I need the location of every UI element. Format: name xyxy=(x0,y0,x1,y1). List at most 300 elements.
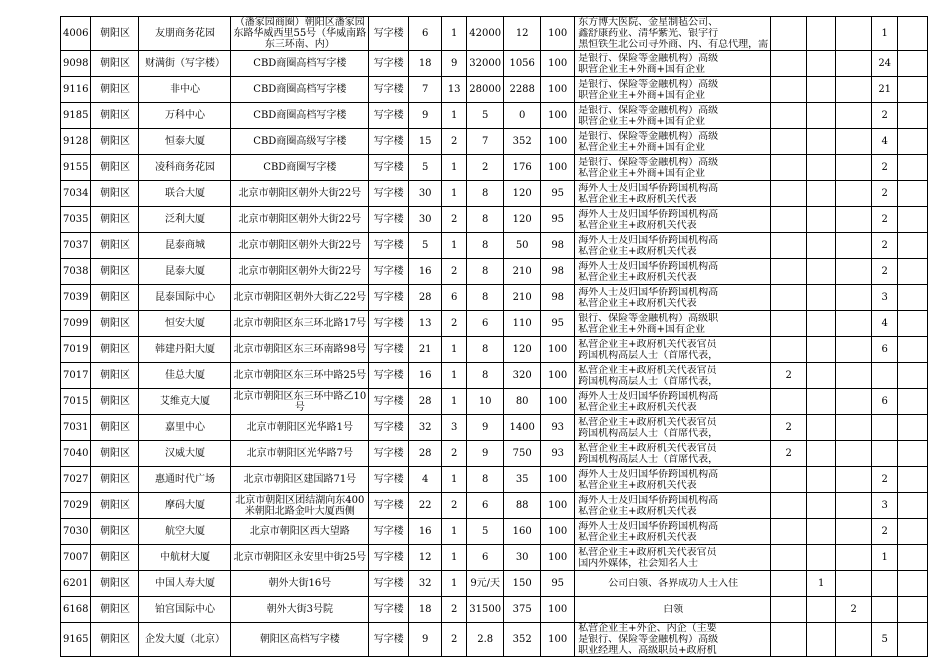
cell-col-z xyxy=(836,51,872,77)
cell-name: 财满街（写字楼） xyxy=(139,51,231,77)
cell-target-line: 私营企业主+政府机关代表 xyxy=(578,245,697,257)
cell-floors: 7 xyxy=(409,77,442,103)
cell-floors: 28 xyxy=(409,285,442,311)
cell-price: 9元/天 xyxy=(467,571,504,597)
cell-target-line: 私营企业主+政府机关代表官员 xyxy=(578,416,717,428)
cell-type: 写字楼 xyxy=(369,597,409,623)
cell-id: 9155 xyxy=(61,155,91,181)
cell-units: 1 xyxy=(442,363,467,389)
cell-blank xyxy=(898,207,928,233)
cell-target xyxy=(575,233,771,259)
cell-floors: 28 xyxy=(409,441,442,467)
cell-id: 6168 xyxy=(61,597,91,623)
cell-col-z xyxy=(836,285,872,311)
cell-target-line: 海外人士及归国华侨跨国机构高 xyxy=(578,286,719,298)
cell-name: 万科中心 xyxy=(139,103,231,129)
cell-units: 2 xyxy=(442,311,467,337)
cell-id: 7034 xyxy=(61,181,91,207)
cell-name: 惠通时代广场 xyxy=(139,467,231,493)
cell-target-line: 是银行、保险等金融机构）高级 xyxy=(578,156,719,168)
cell-target-line: 海外人士及归国华侨跨国机构高 xyxy=(578,208,719,220)
cell-col-z xyxy=(836,129,872,155)
cell-target-line: 职营企业主+外商+国有企业 xyxy=(578,89,705,101)
cell-type: 写字楼 xyxy=(369,103,409,129)
cell-id: 4006 xyxy=(61,17,91,51)
cell-district: 朝阳区 xyxy=(91,77,139,103)
cell-address-line: 朝外大街3号院 xyxy=(266,604,333,615)
cell-col-x: 2 xyxy=(771,363,807,389)
cell-name: 汉威大厦 xyxy=(139,441,231,467)
cell-col-x xyxy=(771,181,807,207)
cell-target xyxy=(575,597,771,623)
cell-id: 7007 xyxy=(61,545,91,571)
cell-units: 3 xyxy=(442,415,467,441)
cell-address xyxy=(231,623,369,657)
cell-col-z xyxy=(836,207,872,233)
cell-occupancy: 100 xyxy=(541,519,575,545)
cell-col-z xyxy=(836,259,872,285)
cell-target-line: 是银行、保险等金融机构）高级 xyxy=(578,634,719,645)
cell-blank xyxy=(898,259,928,285)
cell-units: 1 xyxy=(442,571,467,597)
cell-address xyxy=(231,17,369,51)
cell-id: 7035 xyxy=(61,207,91,233)
cell-address-line: 北京市朝阳区朝外大街乙22号 xyxy=(233,292,367,303)
cell-col-x xyxy=(771,493,807,519)
cell-name: 昆泰商城 xyxy=(139,233,231,259)
cell-name: 凌科商务花园 xyxy=(139,155,231,181)
cell-units: 1 xyxy=(442,17,467,51)
cell-address-line: 北京市朝阳区团结湖向东400 xyxy=(235,494,365,506)
cell-blank xyxy=(898,363,928,389)
cell-name: 泛利大厦 xyxy=(139,207,231,233)
cell-units: 1 xyxy=(442,155,467,181)
cell-col-y xyxy=(807,51,836,77)
cell-col-y xyxy=(807,77,836,103)
cell-count xyxy=(872,363,898,389)
cell-col-x xyxy=(771,597,807,623)
cell-occupancy: 100 xyxy=(541,545,575,571)
cell-floors: 9 xyxy=(409,623,442,657)
cell-target-line: 是银行、保险等金融机构）高级 xyxy=(578,104,719,116)
cell-address-line: 北京市朝阳区西大望路 xyxy=(249,526,350,537)
cell-col-x: 2 xyxy=(771,415,807,441)
cell-id: 7037 xyxy=(61,233,91,259)
cell-col-z xyxy=(836,363,872,389)
cell-col-x xyxy=(771,311,807,337)
cell-col-z xyxy=(836,311,872,337)
cell-units: 2 xyxy=(442,441,467,467)
cell-district: 朝阳区 xyxy=(91,129,139,155)
cell-occupancy: 95 xyxy=(541,207,575,233)
cell-screens: 110 xyxy=(504,311,541,337)
cell-type: 写字楼 xyxy=(369,155,409,181)
cell-target-line: 私营企业主+政府机关代表官员 xyxy=(578,338,717,350)
cell-floors: 15 xyxy=(409,129,442,155)
cell-target-line: 海外人士及归国华侨跨国机构高 xyxy=(578,468,719,480)
cell-blank xyxy=(898,233,928,259)
table-row xyxy=(61,103,928,129)
cell-col-z xyxy=(836,415,872,441)
cell-target xyxy=(575,17,771,51)
cell-district: 朝阳区 xyxy=(91,415,139,441)
cell-occupancy: 100 xyxy=(541,389,575,415)
cell-col-x xyxy=(771,467,807,493)
cell-col-x xyxy=(771,519,807,545)
cell-price: 28000 xyxy=(467,77,504,103)
cell-name: 昆泰国际中心 xyxy=(139,285,231,311)
cell-price: 8 xyxy=(467,207,504,233)
cell-col-z xyxy=(836,77,872,103)
cell-type: 写字楼 xyxy=(369,545,409,571)
cell-blank xyxy=(898,493,928,519)
cell-col-z xyxy=(836,181,872,207)
cell-name: 恒安大厦 xyxy=(139,311,231,337)
cell-target xyxy=(575,415,771,441)
cell-occupancy: 98 xyxy=(541,285,575,311)
cell-col-x xyxy=(771,207,807,233)
cell-price: 31500 xyxy=(467,597,504,623)
cell-district: 朝阳区 xyxy=(91,311,139,337)
table-row xyxy=(61,259,928,285)
table-row xyxy=(61,337,928,363)
cell-target xyxy=(575,467,771,493)
cell-count: 2 xyxy=(872,467,898,493)
cell-target-line: 是银行、保险等金融机构）高级 xyxy=(578,78,719,90)
cell-target-line: 私营企业主+政府机关代表 xyxy=(578,531,697,543)
cell-id: 9128 xyxy=(61,129,91,155)
cell-count xyxy=(872,415,898,441)
cell-col-z: 2 xyxy=(836,597,872,623)
cell-district: 朝阳区 xyxy=(91,103,139,129)
cell-col-y xyxy=(807,17,836,51)
cell-blank xyxy=(898,181,928,207)
cell-type: 写字楼 xyxy=(369,233,409,259)
cell-col-z xyxy=(836,155,872,181)
cell-price: 8 xyxy=(467,467,504,493)
cell-address-line: 北京市朝阳区建国路71号 xyxy=(243,474,357,485)
cell-blank xyxy=(898,311,928,337)
cell-address xyxy=(231,389,369,415)
cell-target-line: 是银行、保险等金融机构）高级 xyxy=(578,52,719,64)
table-row xyxy=(61,51,928,77)
cell-count: 2 xyxy=(872,181,898,207)
cell-col-x xyxy=(771,623,807,657)
cell-target xyxy=(575,311,771,337)
cell-district: 朝阳区 xyxy=(91,207,139,233)
cell-address-line: 北京市朝阳区东三环南路98号 xyxy=(233,344,367,355)
cell-address xyxy=(231,181,369,207)
cell-blank xyxy=(898,285,928,311)
cell-screens: 88 xyxy=(504,493,541,519)
cell-target xyxy=(575,493,771,519)
cell-district: 朝阳区 xyxy=(91,337,139,363)
cell-address-line: CBD商圈高档写字楼 xyxy=(253,110,347,121)
cell-id: 7039 xyxy=(61,285,91,311)
cell-target-line: 海外人士及归国华侨跨国机构高 xyxy=(578,234,719,246)
cell-col-z xyxy=(836,17,872,51)
cell-count: 6 xyxy=(872,337,898,363)
cell-price: 7 xyxy=(467,129,504,155)
cell-screens: 0 xyxy=(504,103,541,129)
cell-name: 韩建丹阳大厦 xyxy=(139,337,231,363)
cell-col-y xyxy=(807,389,836,415)
cell-occupancy: 100 xyxy=(541,597,575,623)
cell-type: 写字楼 xyxy=(369,519,409,545)
cell-target-line: 跨国机构高层人士（首席代表， xyxy=(578,349,719,361)
table-row xyxy=(61,571,928,597)
cell-district: 朝阳区 xyxy=(91,597,139,623)
cell-price: 32000 xyxy=(467,51,504,77)
cell-address-line: 北京市朝阳区光华路7号 xyxy=(246,448,353,459)
cell-screens: 750 xyxy=(504,441,541,467)
cell-price: 8 xyxy=(467,233,504,259)
cell-count: 1 xyxy=(872,17,898,51)
table-row xyxy=(61,519,928,545)
cell-target xyxy=(575,519,771,545)
cell-price: 8 xyxy=(467,285,504,311)
cell-district: 朝阳区 xyxy=(91,17,139,51)
cell-price: 8 xyxy=(467,337,504,363)
cell-type: 写字楼 xyxy=(369,363,409,389)
cell-screens: 120 xyxy=(504,181,541,207)
cell-target xyxy=(575,623,771,657)
cell-blank xyxy=(898,155,928,181)
table-row xyxy=(61,467,928,493)
cell-units: 6 xyxy=(442,285,467,311)
cell-type: 写字楼 xyxy=(369,77,409,103)
cell-col-y xyxy=(807,155,836,181)
cell-blank xyxy=(898,467,928,493)
cell-district: 朝阳区 xyxy=(91,545,139,571)
cell-target-line: 国内外媒体，社会知名人士 xyxy=(578,557,699,569)
cell-col-x xyxy=(771,129,807,155)
cell-col-x xyxy=(771,77,807,103)
cell-target-line: 海外人士及归国华侨跨国机构高 xyxy=(578,494,719,506)
cell-address-line: 米朝阳北路金叶大厦西侧 xyxy=(244,505,355,517)
cell-target-line: 职营企业主+外商+国有企业 xyxy=(578,115,705,127)
cell-target-line: 私营企业主+政府机关代表 xyxy=(578,193,697,205)
cell-col-z xyxy=(836,467,872,493)
table-row xyxy=(61,155,928,181)
cell-name: 佳总大厦 xyxy=(139,363,231,389)
cell-district: 朝阳区 xyxy=(91,623,139,657)
cell-units: 1 xyxy=(442,233,467,259)
cell-blank xyxy=(898,129,928,155)
cell-price: 6 xyxy=(467,311,504,337)
cell-address xyxy=(231,467,369,493)
cell-type: 写字楼 xyxy=(369,389,409,415)
cell-target-line: 私营企业主+外企、内企（主要 xyxy=(578,623,717,634)
cell-floors: 32 xyxy=(409,415,442,441)
cell-address xyxy=(231,337,369,363)
cell-count: 4 xyxy=(872,129,898,155)
cell-address-line: CBD商圈高级写字楼 xyxy=(253,136,347,147)
cell-name: 艾维克大厦 xyxy=(139,389,231,415)
cell-blank xyxy=(898,571,928,597)
cell-occupancy: 100 xyxy=(541,467,575,493)
cell-target xyxy=(575,337,771,363)
cell-target-line: 海外人士及归国华侨跨国机构高 xyxy=(578,520,719,532)
cell-blank xyxy=(898,77,928,103)
table-row xyxy=(61,415,928,441)
table-row xyxy=(61,545,928,571)
cell-screens: 352 xyxy=(504,129,541,155)
cell-col-z xyxy=(836,623,872,657)
cell-units: 13 xyxy=(442,77,467,103)
cell-type: 写字楼 xyxy=(369,259,409,285)
cell-type: 写字楼 xyxy=(369,467,409,493)
cell-address xyxy=(231,311,369,337)
cell-units: 2 xyxy=(442,623,467,657)
cell-district: 朝阳区 xyxy=(91,441,139,467)
table-row xyxy=(61,493,928,519)
cell-address-line: 北京市朝阳区朝外大街22号 xyxy=(238,188,362,199)
cell-name: 企发大厦（北京） xyxy=(139,623,231,657)
cell-screens: 352 xyxy=(504,623,541,657)
cell-target xyxy=(575,129,771,155)
cell-district: 朝阳区 xyxy=(91,519,139,545)
cell-col-y xyxy=(807,597,836,623)
cell-address-line: 朝阳区高档写字楼 xyxy=(259,634,340,645)
cell-id: 9165 xyxy=(61,623,91,657)
cell-units: 2 xyxy=(442,259,467,285)
cell-target-line: 私营企业主+政府机关代表 xyxy=(578,401,697,413)
cell-occupancy: 100 xyxy=(541,103,575,129)
cell-name: 非中心 xyxy=(139,77,231,103)
cell-type: 写字楼 xyxy=(369,17,409,51)
cell-district: 朝阳区 xyxy=(91,493,139,519)
cell-target-line: 跨国机构高层人士（首席代表， xyxy=(578,375,719,387)
cell-district: 朝阳区 xyxy=(91,155,139,181)
cell-blank xyxy=(898,415,928,441)
cell-target-line: 跨国机构高层人士（首席代表， xyxy=(578,427,719,439)
cell-col-y xyxy=(807,311,836,337)
cell-address xyxy=(231,233,369,259)
cell-blank xyxy=(898,103,928,129)
cell-screens: 375 xyxy=(504,597,541,623)
cell-target-line: 私营企业主+政府机关代表 xyxy=(578,219,697,231)
cell-screens: 210 xyxy=(504,285,541,311)
cell-count xyxy=(872,597,898,623)
cell-col-y xyxy=(807,129,836,155)
cell-address xyxy=(231,259,369,285)
cell-address-line: 东路华威西里55号（华威南路 xyxy=(233,28,367,39)
cell-name: 嘉里中心 xyxy=(139,415,231,441)
cell-target xyxy=(575,363,771,389)
cell-id: 7029 xyxy=(61,493,91,519)
cell-units: 2 xyxy=(442,597,467,623)
cell-id: 9098 xyxy=(61,51,91,77)
cell-screens: 1400 xyxy=(504,415,541,441)
cell-target-line: 海外人士及归国华侨跨国机构高 xyxy=(578,260,719,272)
cell-col-y xyxy=(807,285,836,311)
cell-address-line: （潘家园商圈）朝阳区潘家园 xyxy=(234,17,365,28)
cell-floors: 12 xyxy=(409,545,442,571)
cell-target-line: 职业经理人、高级职员+政府机 xyxy=(578,645,717,656)
cell-col-x xyxy=(771,103,807,129)
cell-price: 42000 xyxy=(467,17,504,51)
cell-col-z xyxy=(836,337,872,363)
cell-id: 7027 xyxy=(61,467,91,493)
cell-col-x xyxy=(771,285,807,311)
cell-occupancy: 93 xyxy=(541,415,575,441)
cell-col-x xyxy=(771,337,807,363)
cell-price: 5 xyxy=(467,103,504,129)
cell-floors: 16 xyxy=(409,259,442,285)
cell-count: 21 xyxy=(872,77,898,103)
cell-floors: 18 xyxy=(409,51,442,77)
cell-address xyxy=(231,155,369,181)
cell-col-x xyxy=(771,259,807,285)
cell-address xyxy=(231,207,369,233)
cell-district: 朝阳区 xyxy=(91,51,139,77)
cell-type: 写字楼 xyxy=(369,129,409,155)
cell-target-line: 私营企业主+政府机关代表官员 xyxy=(578,364,717,376)
cell-price: 2.8 xyxy=(467,623,504,657)
cell-count: 1 xyxy=(872,545,898,571)
cell-units: 1 xyxy=(442,181,467,207)
cell-occupancy: 100 xyxy=(541,337,575,363)
cell-floors: 18 xyxy=(409,597,442,623)
cell-type: 写字楼 xyxy=(369,493,409,519)
cell-occupancy: 100 xyxy=(541,623,575,657)
cell-col-x xyxy=(771,51,807,77)
cell-occupancy: 100 xyxy=(541,493,575,519)
cell-blank xyxy=(898,51,928,77)
cell-blank xyxy=(898,441,928,467)
cell-district: 朝阳区 xyxy=(91,233,139,259)
cell-screens: 120 xyxy=(504,207,541,233)
cell-target-line: 职营企业主+外商+国有企业 xyxy=(578,63,705,75)
cell-screens: 35 xyxy=(504,467,541,493)
cell-address xyxy=(231,571,369,597)
cell-col-z xyxy=(836,545,872,571)
cell-occupancy: 98 xyxy=(541,233,575,259)
cell-name: 友朋商务花园 xyxy=(139,17,231,51)
cell-count: 2 xyxy=(872,103,898,129)
cell-screens: 50 xyxy=(504,233,541,259)
cell-col-x xyxy=(771,155,807,181)
cell-occupancy: 100 xyxy=(541,17,575,51)
cell-col-x xyxy=(771,545,807,571)
cell-col-x xyxy=(771,571,807,597)
cell-col-y xyxy=(807,259,836,285)
cell-units: 1 xyxy=(442,103,467,129)
cell-target xyxy=(575,441,771,467)
cell-floors: 30 xyxy=(409,207,442,233)
cell-price: 5 xyxy=(467,519,504,545)
cell-target-line: 私营企业主+政府机关代表 xyxy=(578,479,697,491)
cell-name: 中航材大厦 xyxy=(139,545,231,571)
cell-screens: 210 xyxy=(504,259,541,285)
cell-address xyxy=(231,415,369,441)
cell-col-z xyxy=(836,493,872,519)
cell-occupancy: 100 xyxy=(541,155,575,181)
cell-floors: 5 xyxy=(409,155,442,181)
cell-id: 7040 xyxy=(61,441,91,467)
cell-screens: 120 xyxy=(504,337,541,363)
cell-screens: 12 xyxy=(504,17,541,51)
cell-col-y xyxy=(807,493,836,519)
cell-floors: 16 xyxy=(409,363,442,389)
cell-type: 写字楼 xyxy=(369,337,409,363)
cell-address xyxy=(231,363,369,389)
cell-id: 7015 xyxy=(61,389,91,415)
cell-col-y xyxy=(807,103,836,129)
cell-col-y xyxy=(807,519,836,545)
cell-target-line: 私营企业主+外商+国有企业 xyxy=(578,323,705,335)
